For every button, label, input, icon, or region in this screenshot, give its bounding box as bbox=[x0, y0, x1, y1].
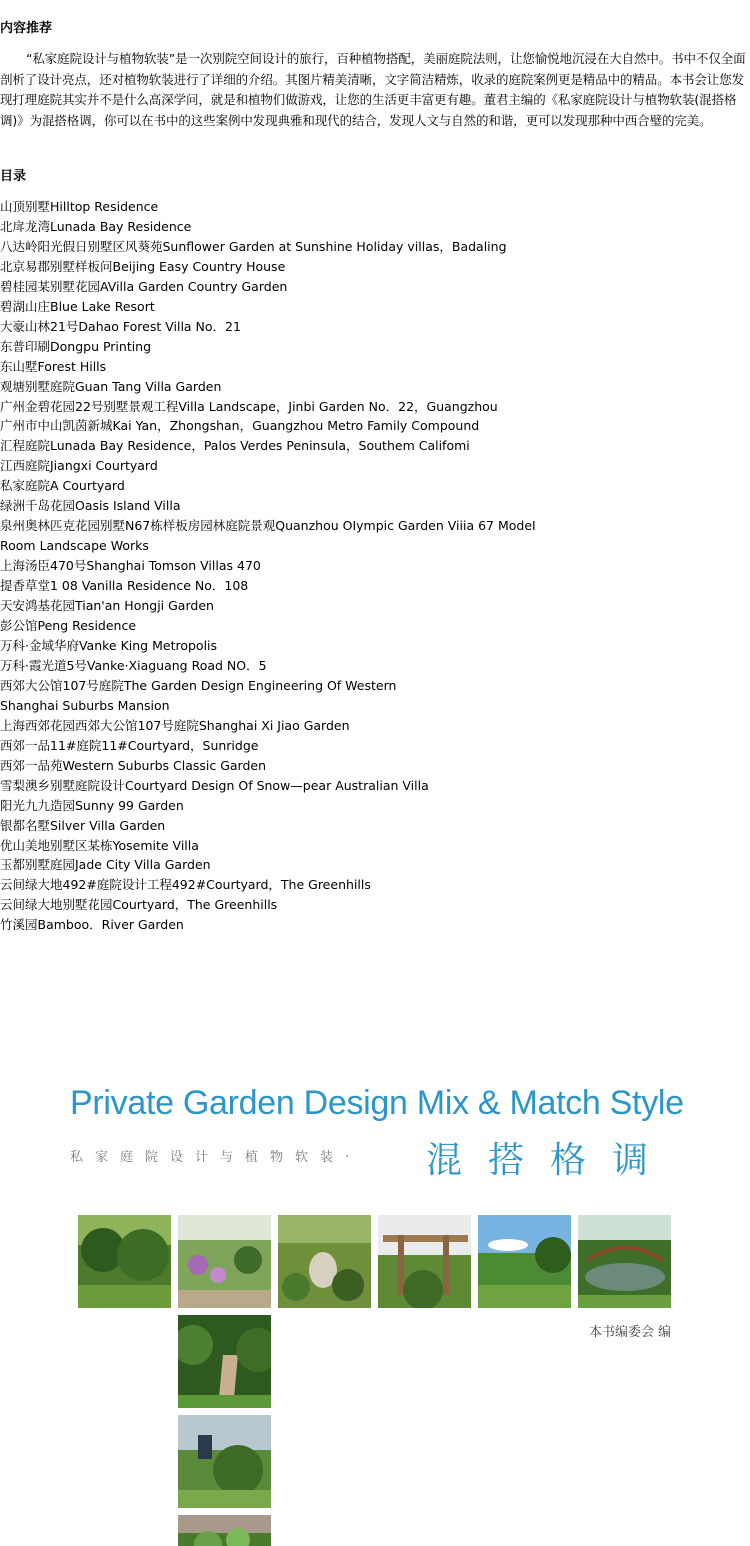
toc-item: 玉都别墅庭园Jade City Villa Garden bbox=[0, 857, 211, 873]
garden-photo-8 bbox=[178, 1415, 271, 1508]
toc-item: 汇程庭院Lunada Bay Residence，Palos Verdes Peninsula，Southem Califomi bbox=[0, 438, 470, 454]
garden-photo-1 bbox=[78, 1215, 171, 1308]
toc-item: 碧湖山庄Blue Lake Resort bbox=[0, 298, 155, 314]
garden-photo-3 bbox=[278, 1215, 371, 1308]
toc-item: 上海汤臣470号Shanghai Tomson Villas 470 bbox=[0, 558, 261, 574]
toc-item: 云间绿大地492#庭院设计工程492#Courtyard，The Greenhills bbox=[0, 877, 371, 893]
toc-item: 提香草堂1 08 Vanilla Residence No．108 bbox=[0, 578, 249, 594]
toc-item: 绿洲千岛花园Oasis Island Villa bbox=[0, 498, 181, 514]
toc-item: 东普印刷Dongpu Printing bbox=[0, 338, 152, 354]
toc-item: 山顶别墅Hilltop Residence bbox=[0, 199, 159, 214]
toc-item: 竹溪园Bamboo．River Garden bbox=[0, 917, 184, 933]
toc-item: 上海西郊花园西郊大公馆107号庭院Shanghai Xi Jiao Garden bbox=[0, 717, 350, 733]
cover-subtitle-cn: 私家庭院设计与植物软装· bbox=[70, 1150, 362, 1165]
toc-item: 西郊大公馆107号庭院The Garden Design Engineering Of Western bbox=[0, 677, 397, 693]
toc-item: 云间绿大地别墅花园Courtyard，The Greenhills bbox=[0, 897, 278, 913]
toc-item: 碧桂园某别墅花园AVilla Garden Country Garden bbox=[0, 278, 288, 294]
toc-item: 广州金碧花园22号别墅景观工程Villa Landscape，Jinbi Garden No．22，Guangzhou bbox=[0, 398, 498, 414]
book-cover bbox=[0, 1070, 750, 1546]
toc-item: 优山美地别墅区某栋Yosemite Villa bbox=[0, 837, 199, 853]
toc-item: 万科·金域华府Vanke King Metropolis bbox=[0, 637, 218, 653]
garden-photo-2 bbox=[178, 1215, 271, 1308]
garden-photo-6 bbox=[578, 1215, 671, 1308]
toc-item: 阳光九九造园Sunny 99 Garden bbox=[0, 797, 184, 813]
toc-item: 西郊一品苑Western Suburbs Classic Garden bbox=[0, 757, 267, 773]
toc-item: 东山墅Forest Hills bbox=[0, 358, 107, 374]
toc-item: 北戽龙湾Lunada Bay Residence bbox=[0, 218, 192, 234]
toc-item: 雪梨澳乡别墅庭院设计Courtyard Design Of Snow—pear Australian Villa bbox=[0, 777, 429, 793]
cover-editor: 本书编委会 编 bbox=[589, 1325, 672, 1340]
toc-item: 银都名墅Silver Villa Garden bbox=[0, 817, 166, 833]
toc-list bbox=[0, 197, 536, 935]
garden-photo-7 bbox=[178, 1315, 271, 1408]
toc-item: 北京易郡别墅样板问Beijing Easy Country House bbox=[0, 258, 286, 274]
toc-item: 万科·霞光道5号Vanke·Xiaguang Road NO．5 bbox=[0, 657, 267, 673]
toc-item: 江西庭院Jiangxi Courtyard bbox=[0, 458, 158, 474]
toc-item: Shanghai Suburbs Mansion bbox=[0, 697, 170, 713]
toc-item: 私家庭院A Courtyard bbox=[0, 478, 125, 494]
toc-title: 目录 bbox=[0, 169, 27, 184]
cover-title-en: Private Garden Design Mix & Match Style bbox=[70, 1084, 684, 1122]
toc-item: 观塘别墅庭院Guan Tang Villa Garden bbox=[0, 378, 222, 394]
garden-photo-5 bbox=[478, 1215, 571, 1308]
toc-item: 彭公馆Peng Residence bbox=[0, 618, 137, 634]
toc-item: 天安鸿基花园Tian'an Hongji Garden bbox=[0, 598, 214, 614]
toc-item: 八达岭阳光假日别墅区风葵苑Sunflower Garden at Sunshine Holiday villas，Badaling bbox=[0, 238, 507, 254]
toc-item: 泉州奥林匹克花园别墅N67栋样板房园林庭院景观Quanzhou OIympic Garden Viiia 67 ModeI bbox=[0, 518, 536, 534]
recommend-title: 内容推荐 bbox=[0, 21, 53, 36]
garden-photo-9 bbox=[178, 1515, 271, 1546]
garden-photo-4 bbox=[378, 1215, 471, 1308]
toc-item: 西郊一品11#庭院11#Courtyard，Sunridge bbox=[0, 737, 259, 753]
toc-item: 广州市中山凯茵新城Kai Yan，Zhongshan，Guangzhou Metro Family Compound bbox=[0, 418, 480, 434]
cover-title-cn: 混搭格调 bbox=[426, 1140, 675, 1181]
recommend-body: “私家庭院设计与植物软装”是一次别院空间设计的旅行，百种植物搭配，美丽庭院法则，让您愉悦地沉浸在大自然中。书中不仅全面剖析了设计亮点，还对植物软装进行了详细的介绍。其图片精美清晰，文字简洁精炼，收录的庭院案例更是精品中的精品。本书会让您发现打理庭院其实并不是什么高深学问，就是和植物们做游戏，让您的生活更丰富更有趣。董君主编的《私家庭院设计与植物软装(混搭格调)》为混搭格调，你可以在书中的这些案例中发现典雅和现代的结合，发现人文与自然的和谐，更可以发现那种中西合璧的完美。 bbox=[0, 51, 746, 128]
toc-item: Room Landscape Works bbox=[0, 538, 149, 554]
toc-item: 大豪山林21号Dahao Forest Villa No．21 bbox=[0, 318, 241, 334]
